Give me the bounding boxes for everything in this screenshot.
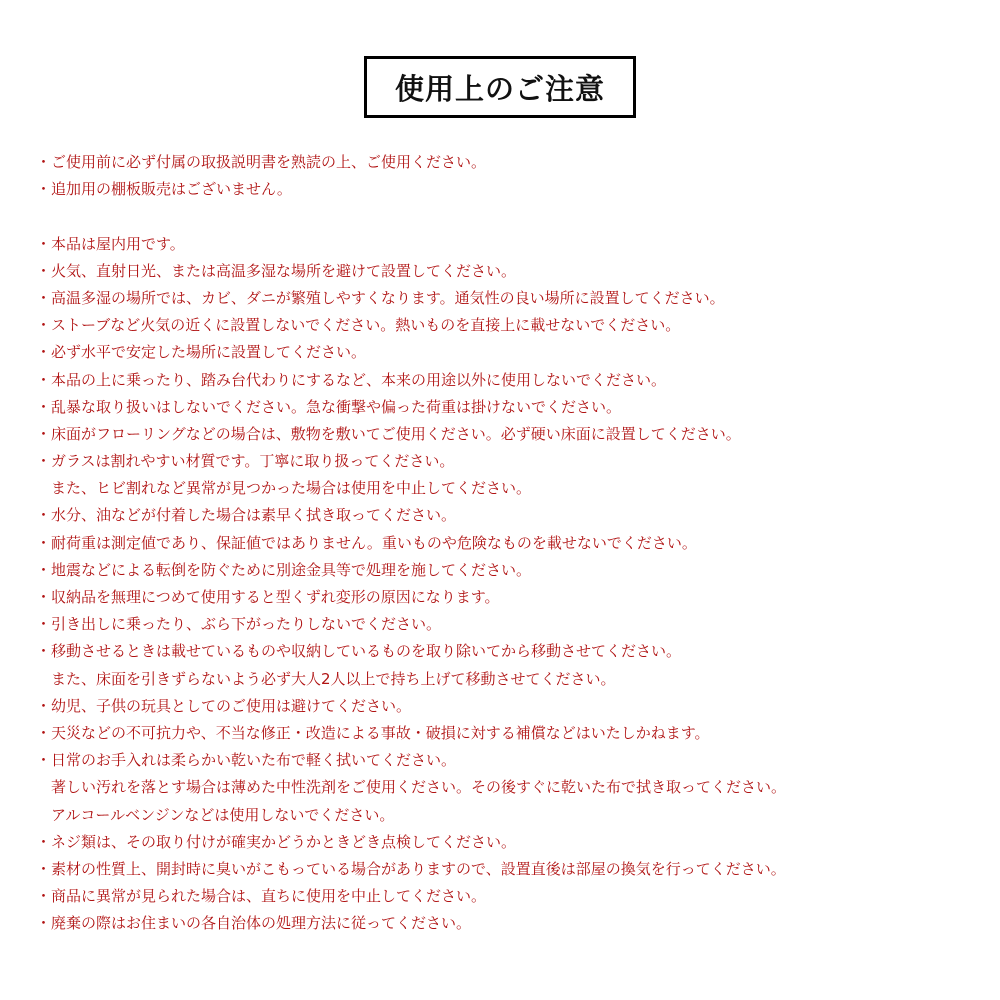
bullet-mark: ・ — [36, 696, 52, 715]
caution-text: 床面がフローリングなどの場合は、敷物を敷いてご使用ください。必ず硬い床面に設置してください。 — [51, 424, 741, 443]
caution-text: また、床面を引きずらないよう必ず大人2人以上で持ち上げて移動させてください。 — [51, 669, 616, 688]
bullet-mark: ・ — [36, 560, 52, 579]
caution-text: ネジ類は、その取り付けが確実かどうかときどき点検してください。 — [51, 832, 517, 851]
caution-item — [36, 530, 976, 557]
bullet-mark: ・ — [36, 180, 52, 199]
bullet-mark: ・ — [36, 153, 52, 171]
bullet-mark: ・ — [36, 859, 52, 878]
bullet-mark: ・ — [36, 751, 52, 770]
caution-item — [36, 584, 976, 611]
caution-item — [36, 176, 976, 203]
bullet-mark: ・ — [36, 288, 52, 307]
caution-item — [36, 557, 976, 584]
caution-item — [36, 910, 976, 937]
caution-text: 耐荷重は測定値であり、保証値ではありません。重いものや危険なものを載せないでください。 — [51, 533, 697, 552]
caution-item — [36, 883, 976, 910]
caution-item — [36, 421, 976, 448]
bullet-mark: ・ — [36, 506, 52, 525]
title-box — [364, 56, 636, 118]
bullet-mark: ・ — [36, 397, 52, 416]
bullet-mark: ・ — [36, 343, 52, 362]
bullet-mark: ・ — [36, 615, 52, 634]
bullet-mark: ・ — [36, 887, 52, 906]
caution-item — [36, 339, 976, 366]
caution-item — [36, 720, 976, 747]
caution-text: 天災などの不可抗力や、不当な修正・改造による事故・破損に対する補償などはいたしかねます。 — [51, 723, 710, 742]
blank-line — [36, 203, 976, 230]
caution-item — [36, 312, 976, 339]
caution-text: 商品に異常が見られた場合は、直ちに使用を中止してください。 — [51, 887, 487, 906]
caution-text: 水分、油などが付着した場合は素早く拭き取ってください。 — [51, 506, 457, 525]
caution-text: アルコールベンジンなどは使用しないでください。 — [51, 805, 395, 824]
caution-text: 本品は屋内用です。 — [51, 234, 185, 253]
caution-text: ご使用前に必ず付属の取扱説明書を熟読の上、ご使用ください。 — [51, 153, 487, 171]
bullet-mark: ・ — [36, 832, 52, 851]
caution-continuation — [36, 774, 976, 801]
caution-item — [36, 258, 976, 285]
bullet-mark: ・ — [36, 533, 52, 552]
caution-text: 廃棄の際はお住まいの各自治体の処理方法に従ってください。 — [51, 914, 472, 933]
caution-text: 著しい汚れを落とす場合は薄めた中性洗剤をご使用ください。その後すぐに乾いた布で拭き取ってください。 — [51, 778, 787, 797]
caution-text: 移動させるときは載せているものや収納しているものを取り除いてから移動させてください。 — [51, 642, 682, 661]
caution-text: また、ヒビ割れなど異常が見つかった場合は使用を中止してください。 — [51, 479, 532, 498]
bullet-mark: ・ — [36, 424, 52, 443]
caution-text: 日常のお手入れは柔らかい乾いた布で軽く拭いてください。 — [51, 751, 457, 770]
caution-item — [36, 502, 976, 529]
caution-item — [36, 394, 976, 421]
caution-item — [36, 611, 976, 638]
caution-text: 本品の上に乗ったり、踏み台代わりにするなど、本来の用途以外に使用しないでください。 — [51, 370, 667, 389]
bullet-mark: ・ — [36, 723, 52, 742]
caution-item — [36, 638, 976, 665]
caution-text: 素材の性質上、開封時に臭いがこもっている場合がありますので、設置直後は部屋の換気を行ってください。 — [51, 859, 786, 878]
caution-text: 地震などによる転倒を防ぐために別途金具等で処理を施してください。 — [51, 560, 532, 579]
caution-list — [36, 149, 976, 937]
bullet-mark: ・ — [36, 261, 52, 280]
bullet-mark: ・ — [36, 452, 52, 471]
bullet-mark: ・ — [36, 234, 52, 253]
caution-text: 収納品を無理につめて使用すると型くずれ変形の原因になります。 — [51, 588, 500, 606]
caution-item — [36, 693, 976, 720]
bullet-mark: ・ — [36, 642, 52, 661]
bullet-mark: ・ — [36, 316, 52, 335]
caution-text: ストーブなど火気の近くに設置しないでください。熱いものを直接上に載せないでください。 — [51, 316, 681, 335]
caution-text: 幼児、子供の玩具としてのご使用は避けてください。 — [51, 696, 412, 715]
bullet-mark: ・ — [36, 588, 52, 606]
page-title: 使用上のご注意 — [394, 71, 605, 106]
bullet-mark: ・ — [36, 370, 52, 389]
caution-text: 追加用の棚板販売はございません。 — [51, 180, 292, 199]
caution-text: 乱暴な取り扱いはしないでください。急な衝撃や偏った荷重は掛けないでください。 — [51, 397, 622, 416]
caution-text: 高温多湿の場所では、カビ、ダニが繁殖しやすくなります。通気性の良い場所に設置してください。 — [51, 288, 725, 307]
caution-text: 火気、直射日光、または高温多湿な場所を避けて設置してください。 — [51, 261, 517, 280]
caution-continuation — [36, 475, 976, 502]
caution-item — [36, 285, 976, 312]
caution-text: ガラスは割れやすい材質です。丁寧に取り扱ってください。 — [51, 452, 455, 471]
caution-item — [36, 231, 976, 258]
caution-continuation — [36, 802, 976, 829]
caution-item — [36, 448, 976, 475]
caution-item — [36, 149, 976, 176]
caution-item — [36, 856, 976, 883]
caution-text: 必ず水平で安定した場所に設置してください。 — [51, 343, 367, 362]
bullet-mark: ・ — [36, 914, 52, 933]
caution-item — [36, 829, 976, 856]
caution-item — [36, 747, 976, 774]
caution-continuation — [36, 666, 976, 693]
caution-item — [36, 367, 976, 394]
caution-text: 引き出しに乗ったり、ぶら下がったりしないでください。 — [51, 615, 442, 634]
